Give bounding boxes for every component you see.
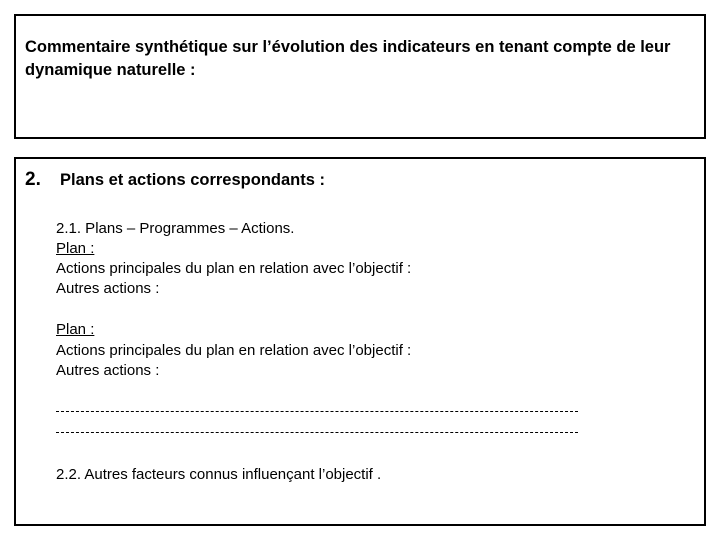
dashed-separator-2 xyxy=(56,432,578,433)
other-actions-label-2: Autres actions : xyxy=(56,362,160,379)
main-actions-label-1: Actions principales du plan en relation avec l’objectif : xyxy=(56,260,412,277)
dashed-separator-1 xyxy=(56,411,578,412)
section-title: Plans et actions correspondants : xyxy=(60,171,325,189)
plan-label-1: Plan : xyxy=(56,240,95,257)
subsection-2-2: 2.2. Autres facteurs connus influençant l’objectif . xyxy=(56,466,382,483)
commentary-box xyxy=(14,14,706,139)
commentary-heading: Commentaire synthétique sur l’évolution des indicateurs en tenant compte de leur dynamique naturelle : xyxy=(25,38,671,79)
plan-label-2: Plan : xyxy=(56,321,95,338)
main-actions-label-2: Actions principales du plan en relation avec l’objectif : xyxy=(56,342,412,359)
subsection-2-1: 2.1. Plans – Programmes – Actions. xyxy=(56,220,295,237)
section-number: 2. xyxy=(25,169,41,190)
other-actions-label-1: Autres actions : xyxy=(56,280,160,297)
plans-actions-box xyxy=(14,157,706,526)
